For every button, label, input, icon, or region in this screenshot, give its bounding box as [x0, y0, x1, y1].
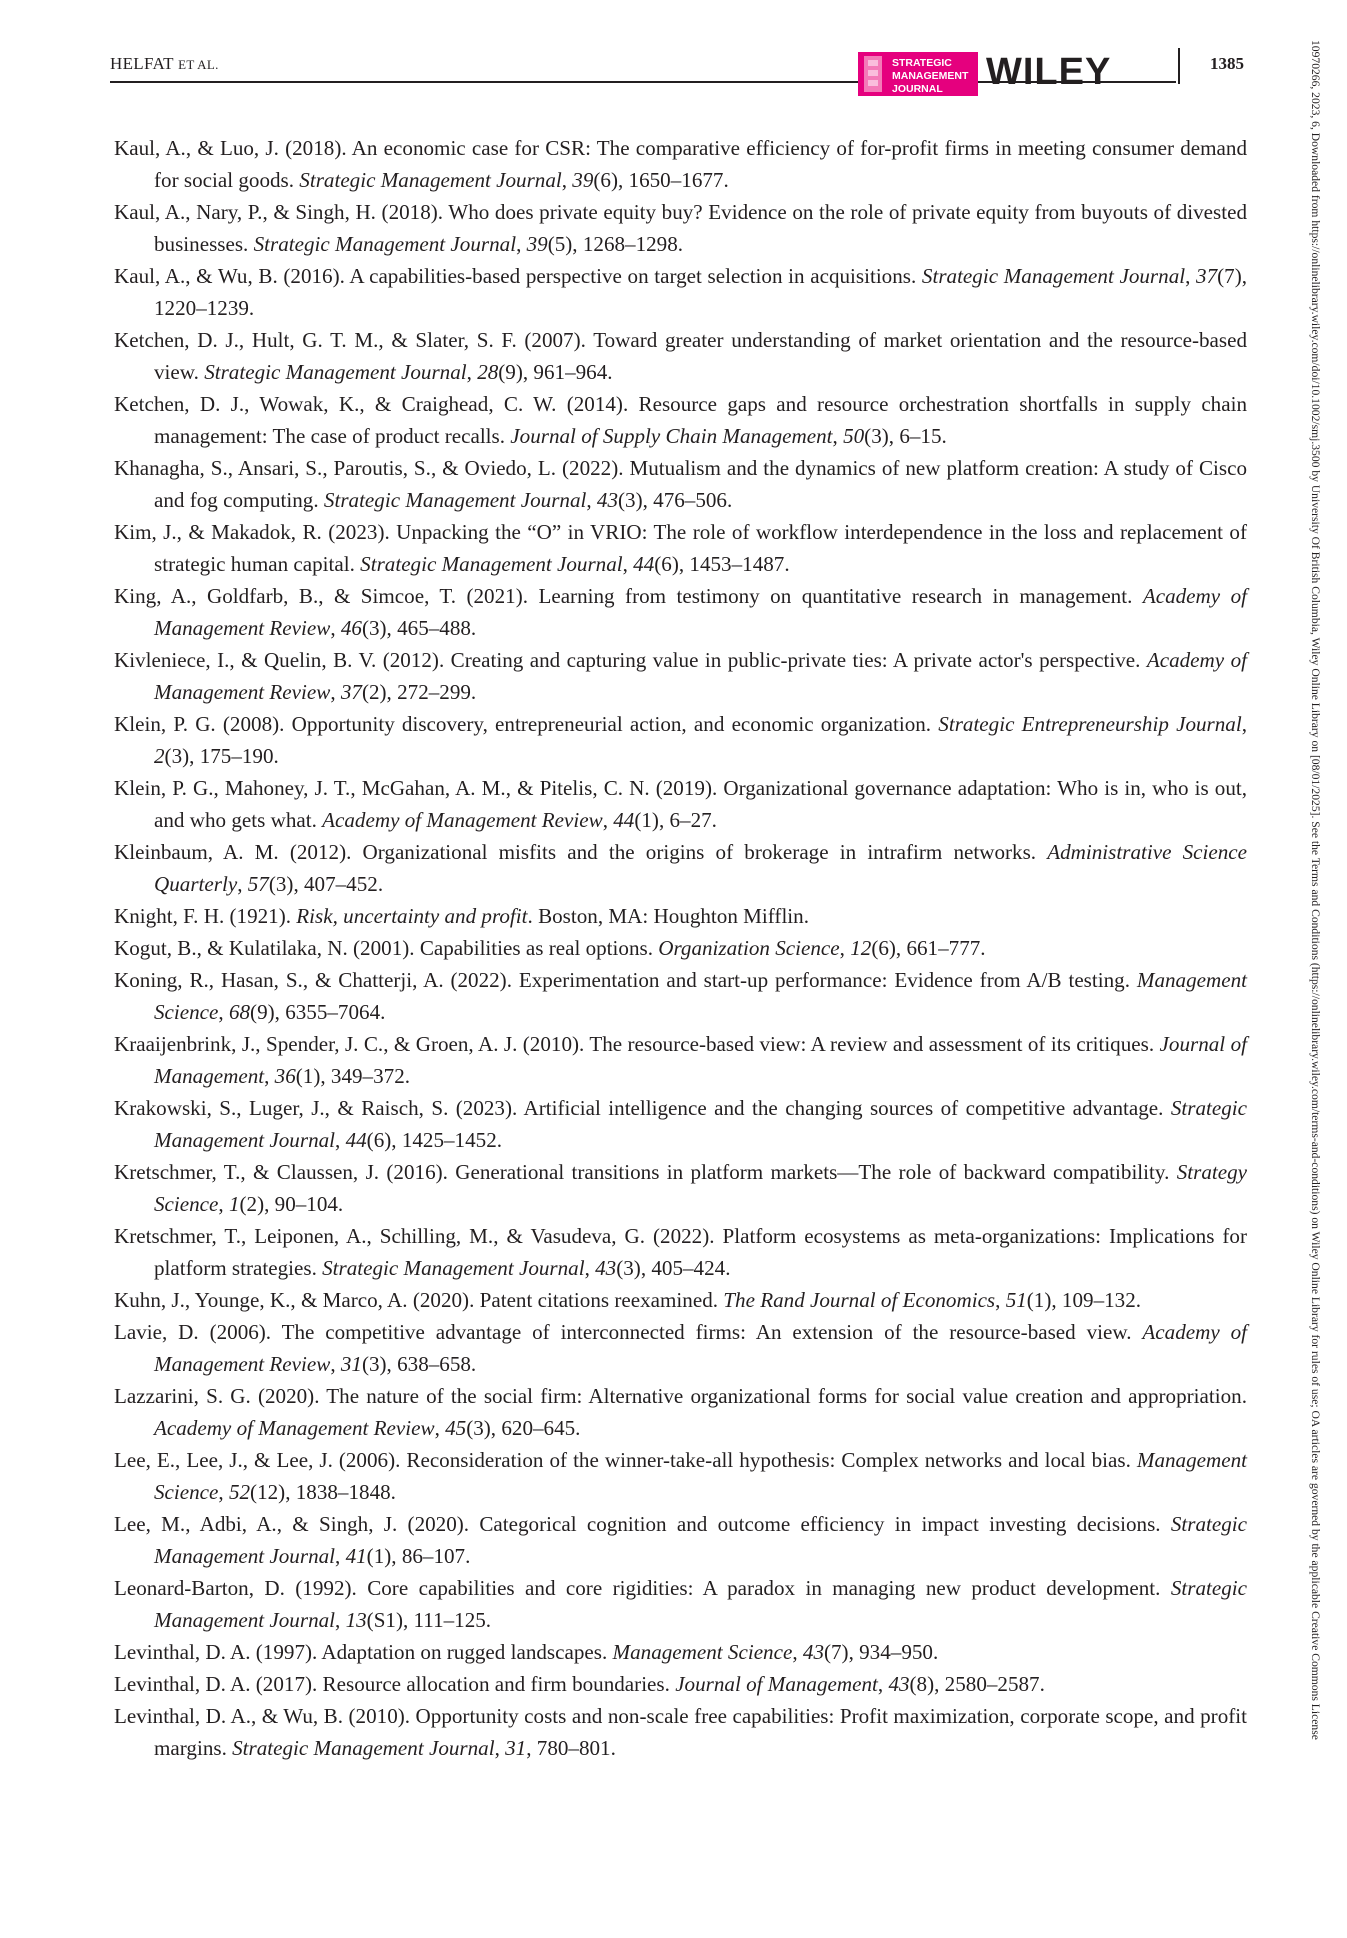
- reference-text-segment: Kaul, A., & Wu, B. (2016). A capabilities-based perspective on target selection in acquisitions.: [114, 264, 922, 288]
- reference-text-segment: Kleinbaum, A. M. (2012). Organizational misfits and the origins of brokerage in intrafirm networks.: [114, 840, 1048, 864]
- reference-entry: [114, 964, 1247, 1028]
- reference-entry: [114, 452, 1247, 516]
- reference-entry: [114, 1444, 1247, 1508]
- reference-italic-segment: Strategic Management Journal: [299, 168, 562, 192]
- reference-text-segment: Koning, R., Hasan, S., & Chatterji, A. (2022). Experimentation and start-up performance: Evidence from A/B testing.: [114, 968, 1137, 992]
- reference-italic-segment: Journal of Management: [154, 1032, 1247, 1088]
- reference-entry: [114, 1220, 1247, 1284]
- reference-text-segment: Lee, E., Lee, J., & Lee, J. (2006). Reconsideration of the winner-take-all hypothesis: Complex networks and local bias.: [114, 1448, 1137, 1472]
- reference-text-segment: Kogut, B., & Kulatilaka, N. (2001). Capabilities as real options.: [114, 936, 659, 960]
- reference-text-segment: (6), 1650–1677.: [593, 168, 729, 192]
- reference-entry: [114, 260, 1247, 324]
- reference-text-segment: Kretschmer, T., Leiponen, A., Schilling, M., & Vasudeva, G. (2022). Platform ecosystems as meta-organizations: Implications for platform strategies.: [114, 1224, 1247, 1280]
- reference-italic-segment: Strategic Management Journal: [154, 1096, 1247, 1152]
- reference-entry: [114, 1284, 1247, 1316]
- reference-text-segment: ,: [1185, 264, 1197, 288]
- reference-entry: [114, 388, 1247, 452]
- reference-italic-segment: 43: [595, 1256, 617, 1280]
- wiley-logo: WILEY: [986, 51, 1112, 93]
- reference-list: [114, 132, 1247, 1764]
- reference-text-segment: (9), 961–964.: [498, 360, 613, 384]
- reference-text-segment: ,: [335, 1544, 346, 1568]
- reference-text-segment: (3), 407–452.: [268, 872, 384, 896]
- reference-text-segment: (3), 465–488.: [361, 616, 477, 640]
- reference-text-segment: ,: [1241, 712, 1247, 736]
- reference-italic-segment: Academy of Management Review: [154, 584, 1247, 640]
- reference-italic-segment: Strategic Management Journal: [921, 264, 1186, 288]
- reference-text-segment: Kaul, A., & Luo, J. (2018). An economic case for CSR: The comparative efficiency of for-profit firms in meeting consumer demand for social goods.: [114, 136, 1247, 192]
- reference-text-segment: ,: [218, 1480, 229, 1504]
- reference-text-segment: (3), 620–645.: [466, 1416, 581, 1440]
- reference-text-segment: ,: [494, 1736, 506, 1760]
- reference-entry: [114, 1508, 1247, 1572]
- reference-italic-segment: Management Science: [612, 1640, 793, 1664]
- reference-text-segment: ,: [995, 1288, 1006, 1312]
- reference-entry: [114, 580, 1247, 644]
- reference-text-segment: (9), 6355–7064.: [250, 1000, 386, 1024]
- reference-entry: [114, 1028, 1247, 1092]
- reference-text-segment: Kraaijenbrink, J., Spender, J. C., & Groen, A. J. (2010). The resource-based view: A review and assessment of its critiques.: [114, 1032, 1160, 1056]
- reference-italic-segment: Strategic Management Journal: [360, 552, 623, 576]
- reference-italic-segment: Journal of Management: [675, 1672, 878, 1696]
- reference-italic-segment: 51: [1005, 1288, 1027, 1312]
- reference-italic-segment: Strategic Management Journal: [154, 1512, 1247, 1568]
- reference-entry: [114, 1092, 1247, 1156]
- reference-italic-segment: Strategic Management Journal: [154, 1576, 1247, 1632]
- reference-text-segment: (6), 661–777.: [871, 936, 986, 960]
- reference-italic-segment: Academy of Management Review: [154, 1416, 435, 1440]
- reference-italic-segment: 52: [228, 1480, 251, 1504]
- reference-entry: [114, 1700, 1247, 1764]
- reference-text-segment: Knight, F. H. (1921).: [114, 904, 297, 928]
- reference-italic-segment: Strategy Science: [154, 1160, 1247, 1216]
- reference-italic-segment: 46: [340, 616, 362, 640]
- download-notice: 10970266, 2023, 6, Downloaded from https://onlinelibrary.wiley.com/doi/10.1002/smj.3500 by University Of British Columbia, Wiley Online Library on [08/01/2025]. See the Terms and Conditions (https://onlinelibrary.wiley.com/terms-and-conditions) on Wiley Online Library for rules of use; OA articles are governed by the applicable Creative Commons License: [1309, 40, 1322, 1740]
- reference-text-segment: ,: [839, 936, 851, 960]
- reference-text-segment: Kretschmer, T., & Claussen, J. (2016). Generational transitions in platform markets—The role of backward compatibility.: [114, 1160, 1177, 1184]
- page-number: 1385: [1210, 54, 1244, 73]
- reference-text-segment: Krakowski, S., Luger, J., & Raisch, S. (2023). Artificial intelligence and the changing sources of competitive advantage.: [114, 1096, 1171, 1120]
- reference-text-segment: ,: [586, 488, 597, 512]
- reference-text-segment: Kaul, A., Nary, P., & Singh, H. (2018). Who does private equity buy? Evidence on the role of private equity from buyouts of divested businesses.: [114, 200, 1247, 256]
- reference-text-segment: ,: [330, 1352, 341, 1376]
- reference-text-segment: ,: [877, 1672, 889, 1696]
- reference-text-segment: (1), 86–107.: [366, 1544, 471, 1568]
- reference-italic-segment: 13: [345, 1608, 367, 1632]
- reference-italic-segment: 31: [505, 1736, 527, 1760]
- reference-entry: [114, 1636, 1247, 1668]
- reference-text-segment: . Boston, MA: Houghton Mifflin.: [527, 904, 809, 928]
- reference-italic-segment: 44: [633, 552, 655, 576]
- reference-text-segment: (7), 1220–1239.: [154, 264, 1247, 320]
- reference-text-segment: Kim, J., & Makadok, R. (2023). Unpacking the “O” in VRIO: The role of workflow interdependence in the loss and replacement of strategic human capital.: [114, 520, 1247, 576]
- reference-italic-segment: 57: [247, 872, 269, 896]
- reference-text-segment: (12), 1838–1848.: [250, 1480, 396, 1504]
- reference-text-segment: ,: [561, 168, 573, 192]
- reference-text-segment: (5), 1268–1298.: [547, 232, 684, 256]
- reference-text-segment: Lee, M., Adbi, A., & Singh, J. (2020). Categorical cognition and outcome efficiency in impact investing decisions.: [114, 1512, 1171, 1536]
- reference-italic-segment: 45: [445, 1416, 467, 1440]
- reference-italic-segment: 43: [596, 488, 618, 512]
- reference-text-segment: ,: [622, 552, 634, 576]
- reference-italic-segment: Journal of Supply Chain Management: [510, 424, 833, 448]
- reference-entry: [114, 1380, 1247, 1444]
- reference-italic-segment: 39: [572, 168, 594, 192]
- reference-italic-segment: 28: [477, 360, 499, 384]
- reference-text-segment: Leonard-Barton, D. (1992). Core capabilities and core rigidities: A paradox in managing new product development.: [114, 1576, 1171, 1600]
- reference-text-segment: (7), 934–950.: [823, 1640, 939, 1664]
- reference-entry: [114, 324, 1247, 388]
- logo-line-2: MANAGEMENT: [892, 70, 969, 82]
- reference-text-segment: Levinthal, D. A. (1997). Adaptation on rugged landscapes.: [114, 1640, 613, 1664]
- reference-text-segment: ,: [434, 1416, 446, 1440]
- reference-text-segment: (3), 6–15.: [864, 424, 947, 448]
- reference-entry: [114, 772, 1247, 836]
- logo-line-3: JOURNAL: [892, 83, 943, 95]
- reference-text-segment: ,: [335, 1608, 346, 1632]
- reference-italic-segment: Organization Science: [658, 936, 840, 960]
- reference-text-segment: ,: [466, 360, 478, 384]
- reference-entry: [114, 196, 1247, 260]
- reference-text-segment: (3), 476–506.: [618, 488, 733, 512]
- reference-text-segment: Levinthal, D. A., & Wu, B. (2010). Opportunity costs and non-scale free capabilities: Profit maximization, corporate scope, and profit margins.: [114, 1704, 1247, 1760]
- reference-text-segment: , 780–801.: [526, 1736, 616, 1760]
- reference-text-segment: Ketchen, D. J., Wowak, K., & Craighead, C. W. (2014). Resource gaps and resource orchestration shortfalls in supply chain management: The case of product recalls.: [114, 392, 1247, 448]
- reference-italic-segment: 37: [1196, 264, 1218, 288]
- reference-text-segment: Khanagha, S., Ansari, S., Paroutis, S., & Oviedo, L. (2022). Mutualism and the dynamics of new platform creation: A study of Cisco and fog computing.: [114, 456, 1247, 512]
- reference-text-segment: ,: [516, 232, 527, 256]
- reference-text-segment: ,: [602, 808, 614, 832]
- reference-text-segment: Ketchen, D. J., Hult, G. T. M., & Slater, S. F. (2007). Toward greater understanding of market orientation and the resource-based view.: [114, 328, 1247, 384]
- reference-text-segment: (1), 6–27.: [634, 808, 717, 832]
- reference-text-segment: Klein, P. G. (2008). Opportunity discovery, entrepreneurial action, and economic organization.: [114, 712, 939, 736]
- reference-entry: [114, 1156, 1247, 1220]
- reference-text-segment: ,: [237, 872, 248, 896]
- reference-entry: [114, 900, 1247, 932]
- reference-text-segment: Lavie, D. (2006). The competitive advantage of interconnected firms: An extension of the resource-based view.: [114, 1320, 1143, 1344]
- reference-italic-segment: Risk, uncertainty and profit: [296, 904, 528, 928]
- running-head-author: HELFAT: [110, 54, 174, 73]
- reference-entry: [114, 516, 1247, 580]
- reference-text-segment: Klein, P. G., Mahoney, J. T., McGahan, A. M., & Pitelis, C. N. (2019). Organizational governance adaptation: Who is in, who is out, and who gets what.: [114, 776, 1247, 832]
- reference-italic-segment: Strategic Management Journal: [322, 1256, 585, 1280]
- reference-italic-segment: The Rand Journal of Economics: [723, 1288, 996, 1312]
- reference-italic-segment: Strategic Management Journal: [323, 488, 587, 512]
- reference-entry: [114, 1316, 1247, 1380]
- reference-text-segment: ,: [330, 616, 341, 640]
- reference-text-segment: Kuhn, J., Younge, K., & Marco, A. (2020). Patent citations reexamined.: [114, 1288, 724, 1312]
- reference-text-segment: (1), 109–132.: [1026, 1288, 1142, 1312]
- reference-italic-segment: Administrative Science Quarterly: [154, 840, 1248, 896]
- reference-text-segment: Lazzarini, S. G. (2020). The nature of the social firm: Alternative organizational forms for social value creation and appropriation.: [114, 1384, 1247, 1408]
- reference-italic-segment: Management Science: [154, 968, 1247, 1024]
- reference-text-segment: (8), 2580–2587.: [909, 1672, 1045, 1696]
- reference-text-segment: (6), 1425–1452.: [366, 1128, 503, 1152]
- reference-text-segment: (6), 1453–1487.: [654, 552, 790, 576]
- reference-text-segment: ,: [264, 1064, 275, 1088]
- reference-entry: [114, 644, 1247, 708]
- reference-text-segment: ,: [792, 1640, 803, 1664]
- reference-text-segment: ,: [218, 1192, 229, 1216]
- reference-italic-segment: Management Science: [154, 1448, 1247, 1504]
- page-header: [110, 48, 1250, 96]
- reference-text-segment: ,: [218, 1000, 229, 1024]
- reference-italic-segment: 31: [340, 1352, 362, 1376]
- reference-text-segment: (S1), 111–125.: [366, 1608, 492, 1632]
- strategic-management-journal-logo: [858, 52, 978, 96]
- reference-text-segment: ,: [330, 680, 341, 704]
- reference-text-segment: (3), 175–190.: [164, 744, 279, 768]
- reference-text-segment: ,: [335, 1128, 346, 1152]
- reference-text-segment: King, A., Goldfarb, B., & Simcoe, T. (2021). Learning from testimony on quantitative research in management.: [114, 584, 1143, 608]
- reference-italic-segment: 68: [228, 1000, 251, 1024]
- reference-italic-segment: 43: [888, 1672, 910, 1696]
- reference-italic-segment: 43: [802, 1640, 824, 1664]
- reference-italic-segment: Strategic Management Journal: [253, 232, 517, 256]
- running-head: [110, 54, 219, 74]
- reference-text-segment: (2), 90–104.: [239, 1192, 344, 1216]
- reference-text-segment: (1), 349–372.: [295, 1064, 411, 1088]
- reference-italic-segment: Academy of Management Review: [154, 648, 1247, 704]
- reference-entry: [114, 1572, 1247, 1636]
- reference-italic-segment: 37: [340, 680, 362, 704]
- logo-line-1: STRATEGIC: [892, 57, 952, 69]
- reference-text-segment: Kivleniece, I., & Quelin, B. V. (2012). Creating and capturing value in public-private ties: A private actor's perspective.: [114, 648, 1147, 672]
- reference-italic-segment: Strategic Management Journal: [204, 360, 467, 384]
- reference-entry: [114, 1668, 1247, 1700]
- reference-italic-segment: Strategic Entrepreneurship Journal: [938, 712, 1242, 736]
- running-head-etal: ET AL.: [178, 57, 219, 72]
- reference-text-segment: Levinthal, D. A. (2017). Resource allocation and firm boundaries.: [114, 1672, 676, 1696]
- reference-italic-segment: 50: [843, 424, 865, 448]
- reference-text-segment: (2), 272–299.: [361, 680, 477, 704]
- reference-italic-segment: 39: [526, 232, 548, 256]
- reference-entry: [114, 132, 1247, 196]
- reference-italic-segment: Academy of Management Review: [154, 1320, 1247, 1376]
- reference-text-segment: (3), 638–658.: [361, 1352, 477, 1376]
- header-divider: [1178, 48, 1180, 84]
- reference-italic-segment: Strategic Management Journal: [232, 1736, 495, 1760]
- reference-italic-segment: 41: [345, 1544, 367, 1568]
- reference-text-segment: ,: [832, 424, 844, 448]
- reference-italic-segment: 36: [274, 1064, 296, 1088]
- reference-entry: [114, 932, 1247, 964]
- reference-entry: [114, 836, 1247, 900]
- reference-italic-segment: 1: [228, 1192, 240, 1216]
- reference-text-segment: ,: [584, 1256, 596, 1280]
- reference-italic-segment: 44: [345, 1128, 367, 1152]
- reference-italic-segment: 12: [850, 936, 872, 960]
- reference-italic-segment: Academy of Management Review: [322, 808, 603, 832]
- reference-italic-segment: 2: [154, 744, 165, 768]
- reference-entry: [114, 708, 1247, 772]
- reference-italic-segment: 44: [613, 808, 635, 832]
- reference-text-segment: (3), 405–424.: [616, 1256, 731, 1280]
